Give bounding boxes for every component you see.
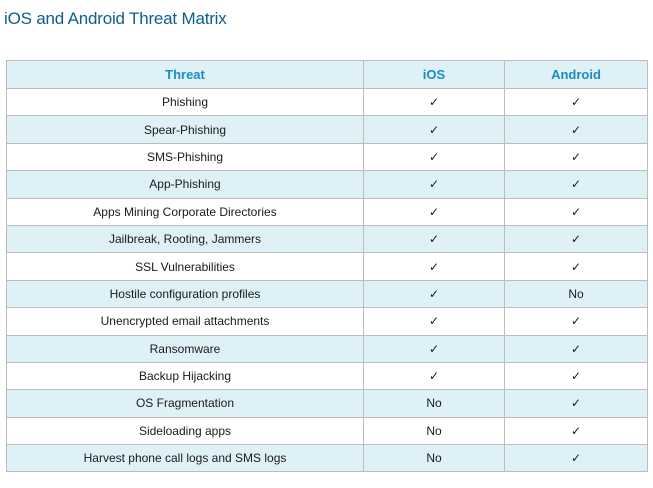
android-cell: ✓ — [505, 253, 648, 280]
threat-cell: Hostile configuration profiles — [7, 280, 364, 307]
ios-cell: ✓ — [364, 198, 505, 225]
header-ios: iOS — [364, 61, 505, 89]
ios-cell: ✓ — [364, 280, 505, 307]
threat-cell: Harvest phone call logs and SMS logs — [7, 445, 364, 472]
android-cell: ✓ — [505, 89, 648, 116]
ios-cell: No — [364, 417, 505, 444]
android-cell: ✓ — [505, 445, 648, 472]
table-row — [7, 89, 648, 116]
page-title: iOS and Android Threat Matrix — [4, 9, 227, 28]
threat-cell: Spear-Phishing — [7, 116, 364, 143]
table-row — [7, 445, 648, 472]
threat-cell: Ransomware — [7, 335, 364, 362]
android-cell: ✓ — [505, 362, 648, 389]
table-row — [7, 116, 648, 143]
table-row — [7, 280, 648, 307]
threat-cell: Phishing — [7, 89, 364, 116]
android-cell: ✓ — [505, 225, 648, 252]
ios-cell: ✓ — [364, 362, 505, 389]
table-row — [7, 171, 648, 198]
threat-cell: App-Phishing — [7, 171, 364, 198]
threat-cell: Backup Hijacking — [7, 362, 364, 389]
ios-cell: No — [364, 445, 505, 472]
table-row — [7, 335, 648, 362]
ios-cell: ✓ — [364, 225, 505, 252]
android-cell: ✓ — [505, 335, 648, 362]
table-row — [7, 417, 648, 444]
ios-cell: ✓ — [364, 253, 505, 280]
threat-cell: SMS-Phishing — [7, 143, 364, 170]
android-cell: ✓ — [505, 198, 648, 225]
header-android: Android — [505, 61, 648, 89]
threat-cell: Sideloading apps — [7, 417, 364, 444]
table-row — [7, 390, 648, 417]
android-cell: ✓ — [505, 390, 648, 417]
android-cell: ✓ — [505, 417, 648, 444]
ios-cell: No — [364, 390, 505, 417]
table-row — [7, 225, 648, 252]
threat-cell: Jailbreak, Rooting, Jammers — [7, 225, 364, 252]
table-row — [7, 253, 648, 280]
table-row — [7, 362, 648, 389]
header-threat: Threat — [7, 61, 364, 89]
android-cell: ✓ — [505, 116, 648, 143]
table-row — [7, 143, 648, 170]
ios-cell: ✓ — [364, 116, 505, 143]
android-cell: ✓ — [505, 308, 648, 335]
table-row — [7, 308, 648, 335]
ios-cell: ✓ — [364, 171, 505, 198]
ios-cell: ✓ — [364, 89, 505, 116]
android-cell: ✓ — [505, 143, 648, 170]
ios-cell: ✓ — [364, 335, 505, 362]
threat-matrix-table — [6, 60, 648, 472]
android-cell: ✓ — [505, 171, 648, 198]
ios-cell: ✓ — [364, 143, 505, 170]
threat-cell: OS Fragmentation — [7, 390, 364, 417]
threat-cell: Unencrypted email attachments — [7, 308, 364, 335]
table-row — [7, 198, 648, 225]
android-cell: No — [505, 280, 648, 307]
ios-cell: ✓ — [364, 308, 505, 335]
table-header-row — [7, 61, 648, 89]
threat-cell: SSL Vulnerabilities — [7, 253, 364, 280]
threat-cell: Apps Mining Corporate Directories — [7, 198, 364, 225]
